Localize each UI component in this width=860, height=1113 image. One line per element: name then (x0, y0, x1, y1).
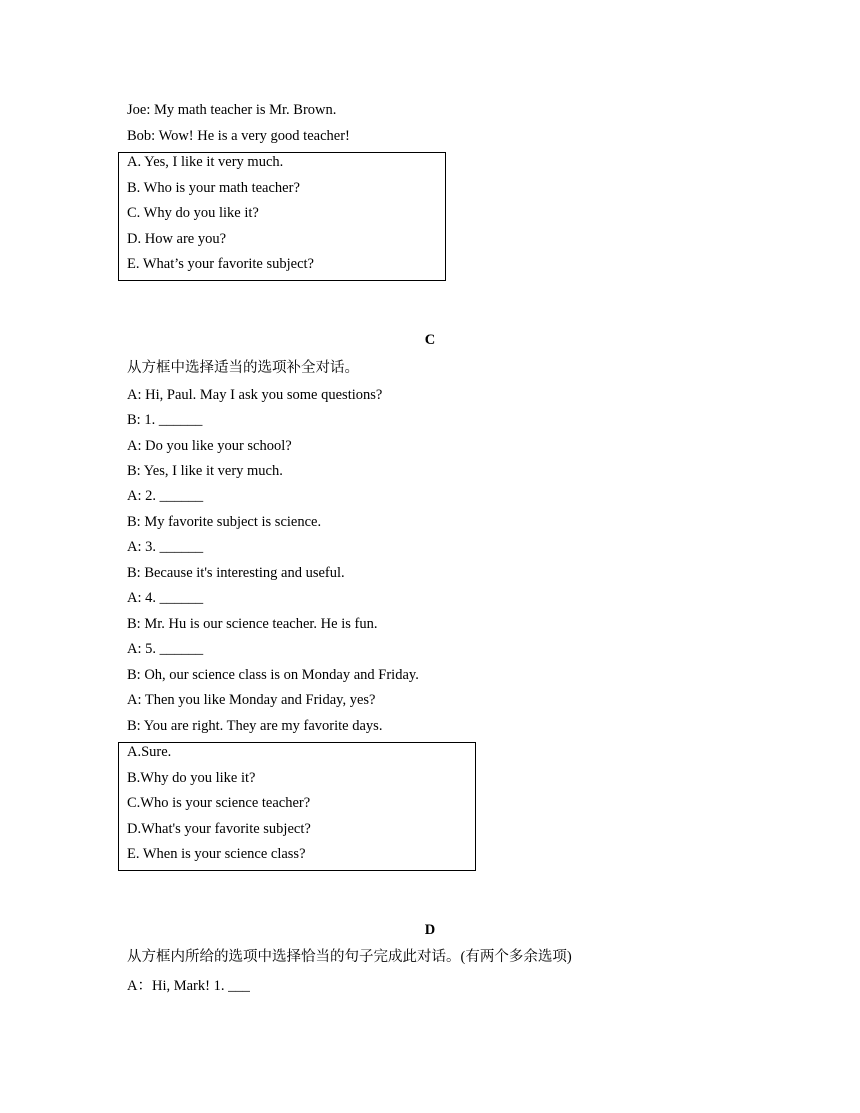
option-item: A. Yes, I like it very much. (127, 154, 284, 170)
instruction: 从方框内所给的选项中选择恰当的句子完成此对话。(有两个多余选项) (127, 949, 572, 965)
option-item: E. What’s your favorite subject? (127, 256, 314, 272)
options-box (118, 742, 476, 871)
dialogue-line: B: Yes, I like it very much. (127, 463, 283, 479)
dialogue-line: B: Oh, our science class is on Monday and Friday. (127, 667, 419, 683)
option-item: C.Who is your science teacher? (127, 795, 311, 811)
option-item: C. Why do you like it? (127, 205, 259, 221)
instruction: 从方框中选择适当的选项补全对话。 (127, 360, 359, 376)
option-item: B.Why do you like it? (127, 770, 256, 786)
dialogue-line: B: Because it's interesting and useful. (127, 565, 345, 581)
option-item: A.Sure. (127, 744, 172, 760)
option-item: B. Who is your math teacher? (127, 180, 300, 196)
option-item: D. How are you? (127, 231, 227, 247)
dialogue-line: A: 5. ______ (127, 641, 204, 657)
dialogue-line: A: 3. ______ (127, 539, 204, 555)
options-box (118, 152, 446, 281)
section-heading: D (424, 922, 436, 938)
dialogue-line: A: Do you like your school? (127, 438, 292, 454)
dialogue-line: Joe: My math teacher is Mr. Brown. (127, 102, 337, 118)
section-heading: C (424, 332, 436, 348)
option-item: D.What's your favorite subject? (127, 821, 311, 837)
dialogue-line: Bob: Wow! He is a very good teacher! (127, 128, 350, 144)
dialogue-line: B: Mr. Hu is our science teacher. He is fun. (127, 616, 378, 632)
dialogue-line: B: My favorite subject is science. (127, 514, 322, 530)
dialogue-line: A: 2. ______ (127, 488, 204, 504)
dialogue-line: A: 4. ______ (127, 590, 204, 606)
dialogue-line: B: You are right. They are my favorite days. (127, 718, 383, 734)
dialogue-line: A: Hi, Paul. May I ask you some questions? (127, 387, 383, 403)
dialogue-line: A: Then you like Monday and Friday, yes? (127, 692, 376, 708)
dialogue-line: B: 1. ______ (127, 412, 203, 428)
option-item: E. When is your science class? (127, 846, 306, 862)
dialogue-line: A：Hi, Mark! 1. ___ (127, 978, 250, 994)
